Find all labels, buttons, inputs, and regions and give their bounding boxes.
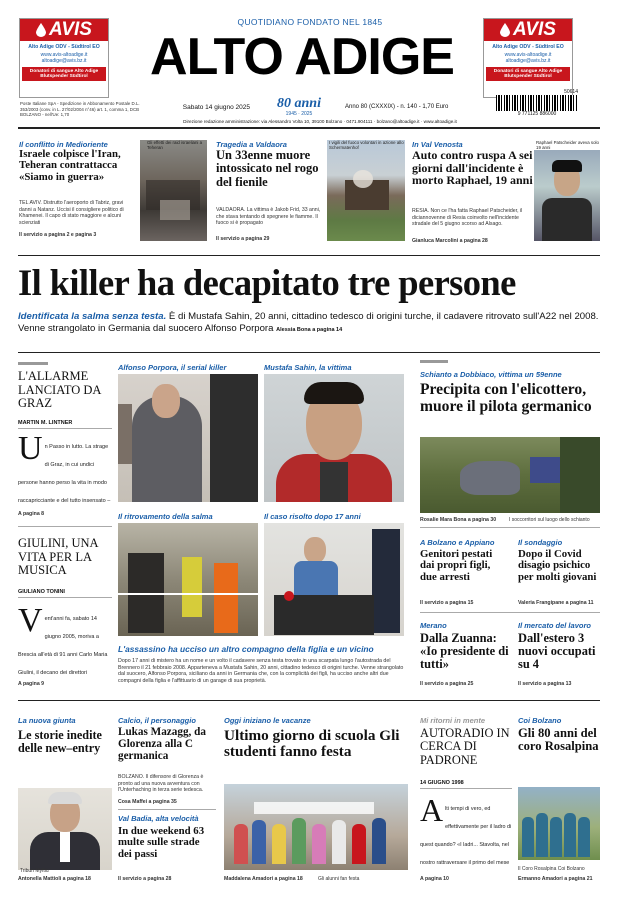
avis-mail: altoadige@avis.bz.it — [41, 58, 87, 64]
right-b3-kicker: Merano — [420, 621, 447, 630]
top3-link[interactable]: Gianluca Marcolini a pagina 28 — [412, 238, 488, 244]
avis-web: www.avis-altoadige.it — [40, 52, 88, 58]
bottom2-headline2[interactable]: In due weekend 63 multe sulle strade dei passi — [118, 825, 205, 860]
editorial2-dropcap: V — [18, 607, 43, 639]
right-b2-headline[interactable]: Dopo il Covid disagio psichico per molti giovani — [518, 548, 597, 583]
bottom2-headline[interactable]: Lukas Mazagg, da Glorenza alla C germanica — [118, 726, 206, 762]
redazione-line: Direzione redazione amministrazione: via Alessandro Volta 10, 39100 Bolzano · 0471.904111 · bolzano@altoadige.it · www.altoadige.it — [183, 119, 457, 124]
avis-badge-left — [19, 18, 109, 98]
main-subhead-blue: Identificata la salma senza testa. — [18, 311, 167, 322]
editorial2-body — [18, 607, 112, 677]
right-b3-headline[interactable]: Dalla Zuanna: «Io presidente di tutti» — [420, 631, 509, 672]
helicopter-photo — [420, 437, 600, 513]
avis-mail: altoadige@avis.bz.it — [505, 58, 551, 64]
avis-slogan-1: Donatori di sangue Alto Adige — [493, 69, 563, 74]
bottom5-kicker: Coi Bolzano — [518, 716, 562, 725]
center-kicker-victim: Mustafa Sahin, la vittima — [264, 363, 352, 372]
bottom3-link[interactable]: Maddalena Amadori a pagina 18 — [224, 876, 303, 882]
editorial2-author: GIULIANO TONINI — [18, 589, 65, 595]
bottom5-link[interactable]: Ermanno Amadori a pagina 21 — [518, 876, 593, 882]
avis-slogan-2: Blutspender Südtirol — [40, 74, 88, 79]
bottom1-kicker: La nuova giunta — [18, 716, 76, 725]
top1-photo-caption: Gli effetti dei raid israeliani a Teheran — [147, 140, 203, 150]
masthead-title: ALTO ADIGE — [150, 28, 454, 86]
drop-icon — [500, 23, 510, 37]
avis-slogan-1: Donatori di sangue Alto Adige — [29, 69, 99, 74]
main-subhead-text: È di Mustafa Sahin, 20 anni, cittadino tedesco di origini turche, il cadavere ritrovato sull'A22 nel 2008. Venne strangolato in Germania dal suocero Alfonso Porpora — [18, 311, 599, 334]
right-byline[interactable]: Rosalie Mara Bona a pagina 30 — [420, 517, 497, 523]
avis-badge-right — [483, 18, 573, 98]
avis-slogan-2: Blutspender Südtirol — [504, 74, 552, 79]
top1-link[interactable]: Il servizio a pagina 2 e pagina 3 — [19, 232, 97, 238]
top1-kicker: Il conflitto in Medioriente — [19, 140, 108, 149]
editorial1-link[interactable]: A pagina 8 — [18, 511, 45, 517]
bottom2-kicker2: Val Badia, alta velocità — [118, 814, 199, 823]
editorial2-text: ent'anni fa, sabato 14 giugno 2005, moriva a Brescia all'età di 91 anni Carlo Maria Giulini, il decano dei direttori — [18, 616, 108, 676]
editorial1-author: MARTIN M. LINTNER — [18, 420, 73, 426]
top1-lead: TEL AVIV. Distrutto l'aeroporto di Tabriz, gravi danni a Natanz. Uccisi il consigliere politico di Khamenei. Il capo di stato maggiore e alcuni scienziati — [19, 200, 124, 226]
right-b4-link[interactable]: Il servizio a pagina 13 — [518, 681, 572, 687]
center-story-body: Dopo 17 anni di mistero ha un nome e un volto il cadavere senza testa trovato in una scarpata lungo l'autostrada del Brennero il 21 febbraio 2008. Apparteneva a Mustafa Sahin, 20 anni, cittadino tedesco di origini turche. Venne strangolato dal suocero, Alfonso Porpora, siciliano da anni in Germania che, con la complicità dei figli, ha ucciso anche altri due compagni della figlia e l'affittuario di un garage di sua proprietà. — [118, 658, 404, 685]
right-b1-kicker: A Bolzano e Appiano — [420, 538, 495, 547]
editorial1-dropcap: U — [18, 435, 43, 467]
main-headline[interactable]: Il killer ha decapitato tre persone — [18, 262, 516, 303]
center-story-title[interactable]: L'assassino ha ucciso un altro compagno della figlia e un vicino — [118, 644, 374, 654]
bottom4-dropcap: A — [420, 797, 444, 828]
anniversary-logo — [264, 97, 334, 117]
top3-photo-caption: Raphael Patscheider aveva solo 19 anni — [536, 140, 599, 150]
bottom4-body — [420, 797, 512, 871]
top2-kicker: Tragedia a Valdaora — [216, 140, 287, 149]
top2-headline[interactable]: Un 33enne muore intossicato nel rogo del fienile — [216, 148, 319, 189]
main-byline[interactable]: Alessia Bona a pagina 14 — [276, 326, 343, 333]
right-b2-link[interactable]: Valeria Frangipane a pagina 11 — [518, 600, 594, 606]
editorial2-link[interactable]: A pagina 9 — [18, 681, 45, 687]
top3-lead: RESIA. Non ce l'ha fatta Raphael Patscheider, il diciannovenne di Resia coinvolto nell'incidente stradale del 5 giugno scorso ad Alsago. — [412, 208, 523, 227]
barcode-top-digits: 50614 — [564, 89, 578, 95]
center-kicker-scene: Il ritrovamento della salma — [118, 512, 213, 521]
bottom4-title[interactable]: AUTORADIO IN CERCA DI PADRONE — [420, 726, 510, 767]
right-headline[interactable]: Precipita con l'elicottero, muore il pilota germanico — [420, 381, 592, 415]
top1-photo — [140, 140, 207, 241]
editorial2-title[interactable]: GIULINI, UNA VITA PER LA MUSICA — [18, 536, 98, 577]
bottom4-link[interactable]: A pagina 10 — [420, 876, 449, 882]
right-b1-link[interactable]: Il servizio a pagina 15 — [420, 600, 474, 606]
right-b4-headline[interactable]: Dall'estero 3 nuovi occupati su 4 — [518, 631, 596, 672]
right-b2-kicker: Il sondaggio — [518, 538, 563, 547]
editorial1-body — [18, 435, 112, 512]
center-kicker-killer: Alfonso Porpora, il serial killer — [118, 363, 227, 372]
bottom4-text: lti tempi di vero, ed effettivamente per il ladro di quest quando? «I ladri... Stavolta, nel nostro rattraversare il primo del mese — [420, 806, 512, 866]
top2-photo-caption: I vigili del fuoco volontari in azione allo Schermatenhof — [329, 140, 404, 150]
issue-date: Sabato 14 giugno 2025 — [182, 104, 250, 111]
right-b1-headline[interactable]: Genitori pestati dai propri figli, due arresti — [420, 548, 493, 583]
bottom4-date: 14 GIUGNO 1998 — [420, 780, 464, 786]
bottom2-kicker: Calcio, il personaggio — [118, 716, 196, 725]
choir-photo — [518, 787, 600, 860]
bottom3-kicker: Oggi iniziano le vacanze — [224, 716, 311, 725]
top2-lead: VALDAORA. La vittima è Jakob Frid, 33 anni, che stava tentando di spegnere le fiamme. Il fuoco si è propagato — [216, 207, 321, 226]
top3-kicker: In Val Venosta — [412, 140, 463, 149]
barcode — [496, 89, 578, 119]
avis-org: Alto Adige ODV - Südtirol EO — [28, 44, 100, 50]
bottom1-link[interactable]: Antonella Mattioli a pagina 18 — [18, 876, 91, 882]
issue-number: Anno 80 (CXXXIX) - n. 140 - 1,70 Euro — [345, 104, 449, 110]
bottom1-photo — [18, 788, 112, 870]
press-photo — [264, 523, 404, 636]
bottom2-link[interactable]: Cosa Maffei a pagina 35 — [118, 799, 177, 805]
right-photo-caption: I soccorritori sul luogo dello schianto — [509, 517, 590, 523]
bottom5-caption: Il Coro Rosalpina Coi Bolzano — [518, 866, 585, 872]
right-b4-kicker: Il mercato del lavoro — [518, 621, 591, 630]
top2-photo — [327, 140, 405, 241]
editorial1-title[interactable]: L'ALLARME LANCIATO DA GRAZ — [18, 369, 101, 410]
bottom1-headline[interactable]: Le storie inedite delle new–entry — [18, 728, 102, 755]
avis-org: Alto Adige ODV - Südtirol EO — [492, 44, 564, 50]
bottom3-caption: Gli alunni fan festa — [318, 876, 360, 882]
avis-web: www.avis-altoadige.it — [504, 52, 552, 58]
editorial1-text: n Passo in lutto. La strage di Graz, in cui undici persone hanno perso la vita in modo raccapricciante e del tutto insensato – — [18, 444, 111, 504]
avis-logo: AVIS — [49, 19, 92, 40]
main-subhead — [18, 311, 602, 336]
top2-link[interactable]: Il servizio a pagina 29 — [216, 236, 270, 242]
drop-icon — [36, 23, 46, 37]
bottom1-caption: Tribun Myftiu — [20, 868, 49, 874]
bottom5-headline[interactable]: Gli 80 anni del coro Rosalpina — [518, 726, 599, 754]
bottom3-headline[interactable]: Ultimo giorno di scuola Gli studenti fanno festa — [224, 727, 400, 761]
killer-photo — [118, 374, 258, 502]
top3-headline[interactable]: Auto contro ruspa A sei giorni dall'incidente è morto Raphael, 19 anni — [412, 148, 533, 188]
anniversary-text: 80 anni — [277, 96, 321, 111]
barcode-digits: 9 771125 886000 — [517, 111, 557, 117]
postal-note: Poste Italiane SpA - Spedizione in Abbonamento Postale D.L. 353/2003 (conv. in L. 27/02/2004 n°46) art. 1, comma 1, DCB BOLZANO - nell'Ue: 1,70 — [20, 101, 140, 117]
right-kicker: Schianto a Dobbiaco, vittima un 59enne — [420, 370, 562, 379]
right-b3-link[interactable]: Il servizio a pagina 25 — [420, 681, 474, 687]
avis-logo: AVIS — [513, 19, 556, 40]
center-kicker-case: Il caso risolto dopo 17 anni — [264, 512, 361, 521]
bottom2-link2[interactable]: Il servizio a pagina 28 — [118, 876, 172, 882]
top1-headline[interactable]: Israele colpisce l'Iran, Teheran contrattacca «Siamo in guerra» — [19, 148, 121, 183]
victim-photo — [264, 374, 404, 502]
anniversary-years: 1945 · 2025 — [285, 111, 313, 117]
scene-photo — [118, 523, 258, 636]
bottom2-lead: BOLZANO. Il difensore di Glorenza è pronto ad una nuova avventura con l'Unterhaching in terza serie tedesca. — [118, 774, 204, 793]
school-photo — [224, 784, 408, 870]
bottom4-kicker: Mi ritorni in mente — [420, 716, 486, 725]
tagline: QUOTIDIANO FONDATO NEL 1845 — [237, 17, 383, 27]
top3-photo — [534, 150, 600, 241]
